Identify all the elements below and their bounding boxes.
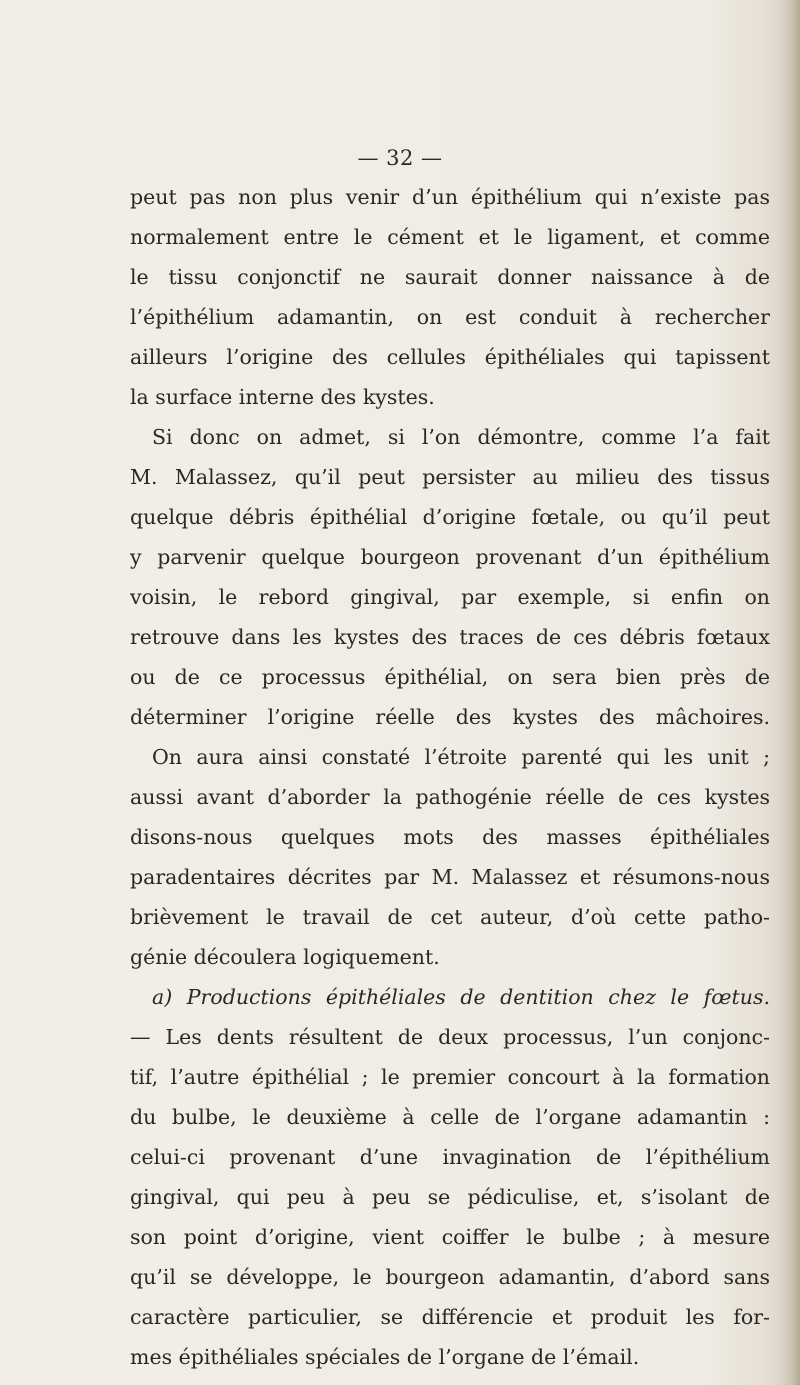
page-number: — 32 — [357, 146, 443, 170]
text-line: caractère particulier, se différencie et produit les for- [130, 1305, 770, 1329]
text-line: M. Malassez, qu’il peut persister au milieu des tissus [130, 465, 770, 489]
section-heading-line: a) Productions épithéliales de dentition chez le fœtus. [152, 985, 770, 1009]
text-line: aussi avant d’aborder la pathogénie réelle de ces kystes [130, 785, 770, 809]
text-line: déterminer l’origine réelle des kystes des mâchoires. [130, 705, 770, 729]
text-line: ou de ce processus épithélial, on sera bien près de [130, 665, 770, 689]
text-line: disons-nous quelques mots des masses épithéliales [130, 825, 770, 849]
text-line: ailleurs l’origine des cellules épithéliales qui tapissent [130, 345, 770, 369]
text-line: brièvement le travail de cet auteur, d’où cette patho- [130, 905, 770, 929]
text-line: gingival, qui peu à peu se pédiculise, et, s’isolant de [130, 1185, 770, 1209]
text-line: — Les dents résultent de deux processus, l’un conjonc- [130, 1025, 770, 1049]
text-line: le tissu conjonctif ne saurait donner naissance à de [130, 265, 770, 289]
text-line: normalement entre le cément et le ligament, et comme [130, 225, 770, 249]
text-line: y parvenir quelque bourgeon provenant d’un épithélium [130, 545, 770, 569]
text-line: du bulbe, le deuxième à celle de l’organe adamantin : [130, 1105, 770, 1129]
text-line: génie découlera logiquement. [130, 945, 440, 969]
body-text [130, 177, 770, 1377]
text-line: voisin, le rebord gingival, par exemple, si enfin on [130, 585, 770, 609]
text-line: Si donc on admet, si l’on démontre, comme l’a fait [152, 425, 770, 449]
text-line: paradentaires décrites par M. Malassez et résumons-nous [130, 865, 770, 889]
text-line: l’épithélium adamantin, on est conduit à rechercher [130, 305, 770, 329]
text-line: qu’il se développe, le bourgeon adamantin, d’abord sans [130, 1265, 770, 1289]
text-line: retrouve dans les kystes des traces de ces débris fœtaux [130, 625, 770, 649]
text-line: celui-ci provenant d’une invagination de l’épithélium [130, 1145, 770, 1169]
page-edge-shadow [778, 0, 800, 1385]
text-line: mes épithéliales spéciales de l’organe de l’émail. [130, 1345, 640, 1369]
text-line: son point d’origine, vient coiffer le bulbe ; à mesure [130, 1225, 770, 1249]
text-line: la surface interne des kystes. [130, 385, 435, 409]
text-line: peut pas non plus venir d’un épithélium qui n’existe pas [130, 185, 770, 209]
text-line: quelque débris épithélial d’origine fœtale, ou qu’il peut [130, 505, 770, 529]
text-line: tif, l’autre épithélial ; le premier concourt à la formation [130, 1065, 770, 1089]
text-line: On aura ainsi constaté l’étroite parenté qui les unit ; [152, 745, 770, 769]
